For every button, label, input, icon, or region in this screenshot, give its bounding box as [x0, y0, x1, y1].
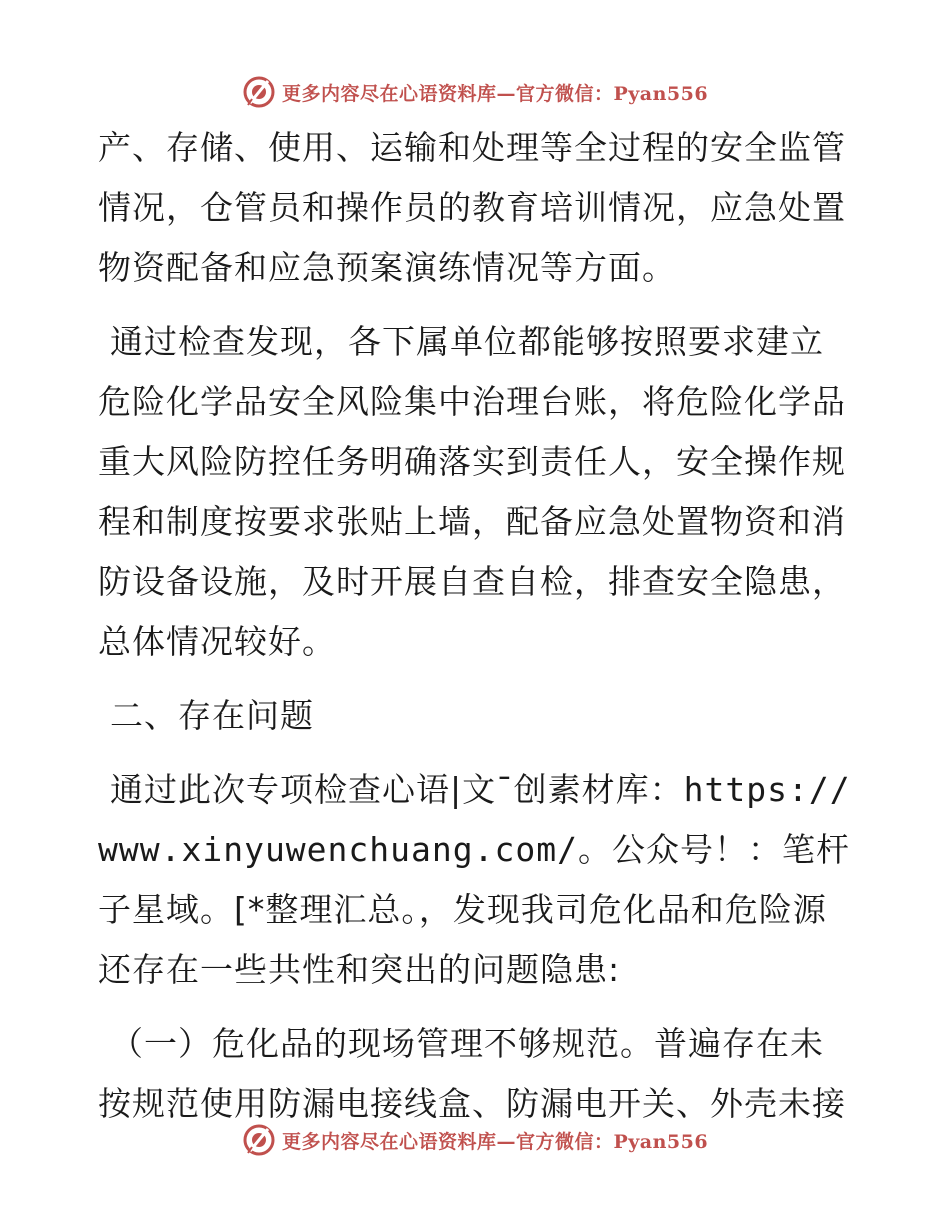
footer-banner-text: 更多内容尽在心语资料库—官方微信：Pyan556	[281, 1130, 709, 1153]
header-banner	[0, 72, 950, 112]
footer-banner	[0, 1120, 950, 1160]
header-banner-text: 更多内容尽在心语资料库—官方微信：Pyan556	[281, 82, 709, 105]
paragraph-issue-1: （一）危化品的现场管理不够规范。普遍存在未按规范使用防漏电接线盒、防漏电开关、外壳未接	[98, 1024, 846, 1123]
pen-seal-logo-icon	[242, 1123, 276, 1157]
pen-seal-logo-icon	[242, 75, 276, 109]
problems-intro-text: 通过此次专项检查心语|文¯创素材库：	[110, 770, 684, 809]
section-heading-problems: 二、存在问题	[110, 696, 314, 735]
document-body	[98, 118, 852, 1134]
website-url-text: https://www.xinyuwenchuang.com/	[98, 770, 851, 869]
paragraph-continued: 产、存储、使用、运输和处理等全过程的安全监管情况，仓管员和操作员的教育培训情况，应急处置物资配备和应急预案演练情况等方面。	[98, 128, 846, 287]
paragraph-problems-intro	[98, 760, 852, 1000]
problems-intro-continued: 。公众号！：笔杆子星域。[*整理汇总。，发现我司危化品和危险源还存在一些共性和突出的问题隐患:	[98, 830, 850, 989]
paragraph-inspection-findings: 通过检查发现，各下属单位都能够按照要求建立危险化学品安全风险集中治理台账，将危险化学品重大风险防控任务明确落实到责任人，安全操作规程和制度按要求张贴上墙，配备应急处置物资和消防设备设施，及时开展自查自检，排查安全隐患，总体情况较好。	[98, 322, 846, 661]
